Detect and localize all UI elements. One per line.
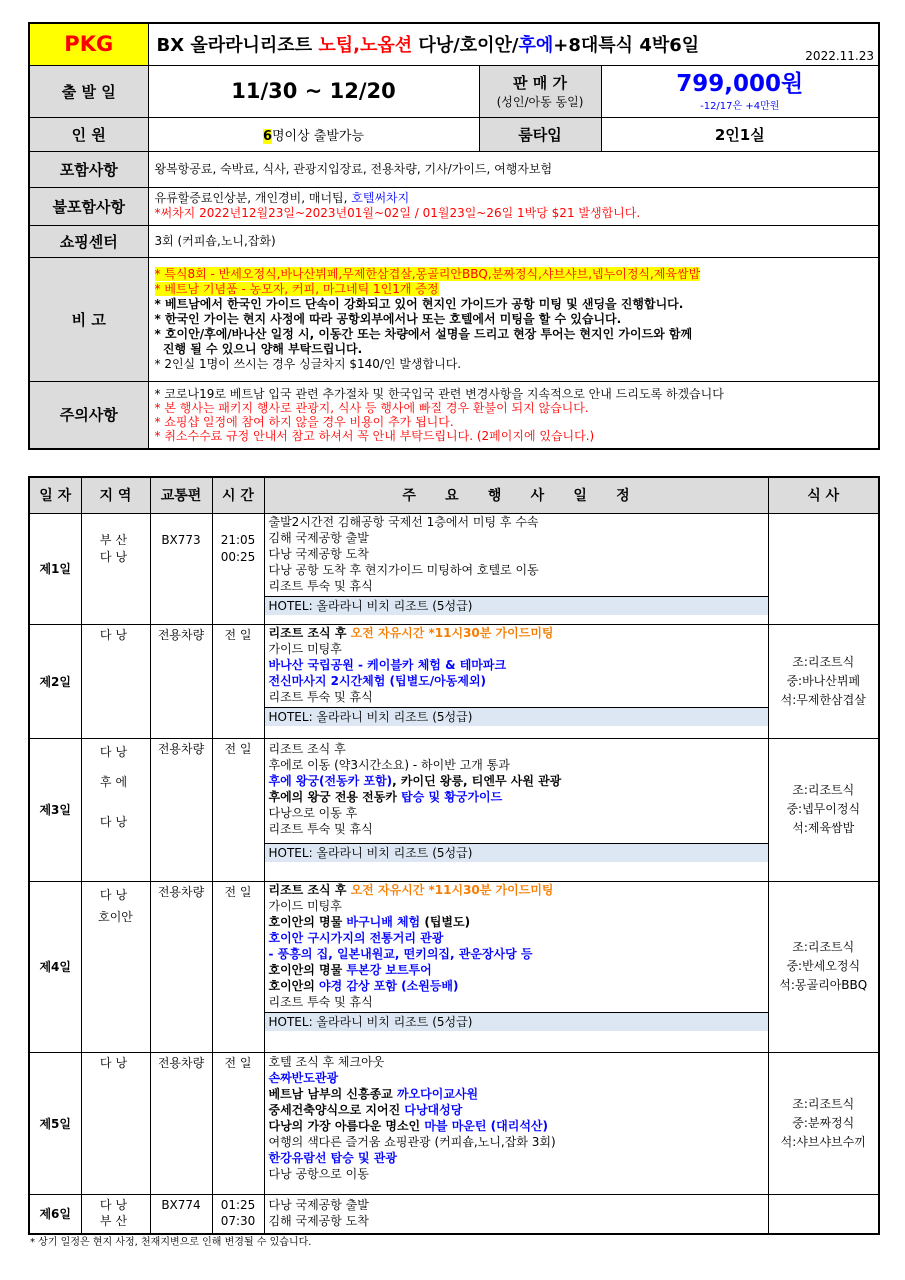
title-part: 다낭/호이안/: [412, 35, 519, 57]
price-cell: [601, 65, 879, 117]
activity-line: [265, 625, 768, 641]
activity-text: 베트남 남부의 신흥종교: [268, 1086, 397, 1101]
exclude-label: 불포함사항: [29, 187, 148, 225]
meal-cell: [768, 738, 879, 881]
caution-line: * 쇼핑샵 일정에 참여 하지 않을 경우 비용이 추가 됩니다.: [154, 414, 454, 429]
activity-line: 리조트 투숙 및 휴식: [268, 821, 373, 836]
activity-line: [265, 914, 768, 930]
activity-line: [265, 1118, 768, 1134]
region: 호이안: [98, 909, 133, 924]
meal-lunch: 중:분짜정식: [792, 1115, 855, 1130]
header-activities: 주 요 행 사 일 정: [264, 477, 768, 513]
region: 다낭: [99, 627, 132, 642]
include-label: 포함사항: [29, 151, 148, 187]
caution-line: * 코로나19로 베트남 입국 관련 추가절차 및 한국입국 관련 변경사항을 지속적으로 안내 드리도록 하겠습니다: [154, 386, 724, 401]
activity-cell: [264, 513, 768, 624]
meal-lunch: 중:바나산뷔페: [786, 673, 861, 688]
departure-dates: 11/30 ~ 12/20: [148, 65, 479, 117]
exclude-surcharge: 호텔써차지: [351, 191, 410, 205]
day-label: 제6일: [29, 1194, 81, 1234]
time: 21:05: [220, 532, 256, 547]
region: 부산: [99, 532, 132, 547]
activity-line: 리조트 투숙 및 휴식: [268, 994, 373, 1009]
time-cell: 전 일: [212, 1052, 264, 1194]
activity-line: [265, 882, 768, 898]
activity-line: 가이드 미팅후: [268, 641, 342, 656]
region-cell: [81, 738, 150, 881]
transport-cell: 전용차량: [150, 738, 212, 881]
hue-palace: 후에 왕궁(전동카 포함): [268, 773, 393, 788]
meal-dinner: 석:몽골리아BBQ: [779, 978, 868, 992]
header-region: 지 역: [81, 477, 150, 513]
title-part: +8대특식 4박6일: [553, 35, 700, 57]
activity-line: 다낭 국제공항 도착: [268, 546, 369, 561]
meal-dinner: 석:샤브샤브수끼: [780, 1134, 866, 1149]
time-cell: [212, 513, 264, 624]
table-row: [29, 624, 879, 738]
palace-guide: 탑승 및 황궁가이드: [401, 789, 503, 804]
region-cell: [81, 881, 150, 1052]
activity-cell: [264, 1194, 768, 1234]
region-cell: [81, 1194, 150, 1234]
activity-line: 김해 국제공항 도착: [268, 1213, 369, 1228]
caution-line: * 취소수수료 규정 안내서 참고 하셔서 꼭 안내 부탁드립니다. (2페이지에 있습니다.): [154, 428, 595, 443]
meal-cell: [768, 1052, 879, 1194]
remark-single-charge: * 2인실 1명이 쓰시는 경우 싱글차지 $140/인 발생합니다.: [154, 356, 462, 371]
activity-line: [265, 773, 768, 789]
meal-lunch: 중:반세오정식: [786, 959, 861, 973]
activity-line: 리조트 투숙 및 휴식: [268, 689, 373, 704]
package-info-table: [28, 22, 880, 450]
remark-line: 진행 될 수 있으니 양해 부탁드립니다.: [154, 341, 363, 356]
region-cell: [81, 624, 150, 738]
title-hue: 후에: [518, 35, 554, 57]
danang-cathedral: 다낭대성당: [404, 1102, 463, 1117]
table-row: [29, 738, 879, 881]
remark-special-meals: * 특식8회 - 반세오정식,바나산뷔페,무제한삼겹살,몽골리안BBQ,분짜정식,샤브샤브,넵누이정식,제육쌈밥: [154, 266, 701, 281]
time-cell: 전 일: [212, 624, 264, 738]
header-meals: 식 사: [768, 477, 879, 513]
caution-line: * 본 행사는 패키지 행사로 관광지, 식사 등 행사에 빠질 경우 환불이 되지 않습니다.: [154, 400, 589, 415]
surcharge-note: *써차지 2022년12월23일~2023년01월~02일 / 01월23일~26일 1박당 $21 발생합니다.: [154, 206, 641, 220]
activity-line: [265, 978, 768, 994]
region: 다낭: [99, 887, 132, 902]
time: 00:25: [220, 549, 256, 564]
region-cell: [81, 1052, 150, 1194]
exclude-text: 유류할증료인상분, 개인경비, 매너팁,: [154, 191, 352, 205]
hotel-line: HOTEL: 올라라니 비치 리조트 (5성급): [265, 707, 768, 726]
caution-label: 주의사항: [29, 381, 148, 449]
free-time-note: 오전 자유시간 *11시30분 가이드미팅: [350, 882, 554, 897]
activity-line: 다낭 공항 도착 후 현지가이드 미팅하여 호텔로 이동: [268, 562, 539, 577]
issue-date: 2022.11.23: [805, 48, 875, 63]
activity-line: 한강유람선 탑승 및 관광: [268, 1150, 397, 1165]
meal-breakfast: 조:리조트식: [792, 654, 855, 669]
hotel-line: HOTEL: 올라라니 비치 리조트 (5성급): [265, 1012, 768, 1031]
time-cell: [212, 1194, 264, 1234]
table-row: [29, 1052, 879, 1194]
activity-cell: [264, 881, 768, 1052]
remark-label: 비 고: [29, 257, 148, 381]
day-label: 제4일: [29, 881, 81, 1052]
region: 다낭: [99, 1197, 132, 1212]
region: 다낭: [99, 814, 132, 829]
activity-line: 바나산 국립공원 - 케이블카 체험 & 테마파크: [268, 657, 507, 672]
transport-cell: BX773: [150, 513, 212, 624]
activity-cell: [264, 624, 768, 738]
activity-text: 후에의 왕궁 전용 전동카: [268, 789, 402, 804]
meal-lunch: 중:넵무이정식: [786, 802, 861, 816]
transport-cell: 전용차량: [150, 1052, 212, 1194]
shopping-value: 3회 (커피숍,노니,잡화): [148, 225, 879, 257]
activity-text: 호이안의: [268, 978, 320, 993]
header-time: 시 간: [212, 477, 264, 513]
meal-cell: [768, 1194, 879, 1234]
caution-value: [148, 381, 879, 449]
activity-text: 호이안의 명물: [268, 962, 347, 977]
region: 다낭: [99, 744, 132, 759]
activity-line: [265, 1086, 768, 1102]
region: 후에: [99, 774, 132, 789]
meal-dinner: 석:무제한삼겹살: [780, 692, 866, 707]
activity-text: 중세건축양식으로 지어진: [268, 1102, 405, 1117]
price-head: 판 매 가: [513, 74, 567, 92]
activity-line: 가이드 미팅후: [268, 898, 342, 913]
activity-line: 호이안 구시가지의 전통거리 관광: [268, 930, 444, 945]
room-label: 룸타입: [479, 117, 601, 151]
itinerary-table: [28, 476, 880, 1235]
departure-label: 출 발 일: [29, 65, 148, 117]
region: 부산: [99, 1213, 132, 1228]
table-row: [29, 513, 879, 624]
day-label: 제3일: [29, 738, 81, 881]
remark-souvenir: * 베트남 기념품 - 농모자, 커피, 마그네틱 1인1개 증정: [154, 281, 439, 296]
meal-breakfast: 조:리조트식: [792, 940, 855, 954]
activity-text: 호이안의 명물: [268, 914, 347, 929]
activity-text: 리조트 조식 후: [268, 882, 351, 897]
basket-boat: 바구니배 체험: [346, 914, 421, 929]
price-sub: (성인/아동 동일): [496, 95, 584, 109]
activity-line: 여행의 색다른 즐거움 쇼핑관광 (커피숍,노니,잡화 3회): [268, 1134, 556, 1149]
day-label: 제5일: [29, 1052, 81, 1194]
remark-line: * 한국인 가이는 현지 사정에 따라 공항외부에서나 또는 호텔에서 미팅을 할 수 있습니다.: [154, 311, 622, 326]
activity-line: 다낭 국제공항 출발: [268, 1197, 369, 1212]
remark-line: * 베트남에서 한국인 가이드 단속이 강화되고 있어 현지인 가이드가 공항 미팅 및 샌딩을 진행합니다.: [154, 296, 684, 311]
time: 01:25: [220, 1197, 256, 1212]
header-day: 일 자: [29, 477, 81, 513]
transport-cell: BX774: [150, 1194, 212, 1234]
title-part: BX 올라라니리조트: [156, 35, 319, 57]
meal-cell: [768, 881, 879, 1052]
boat-tour: 투본강 보트투어: [346, 962, 432, 977]
activity-text: 리조트 조식 후: [268, 625, 351, 640]
activity-line: 리조트 조식 후: [268, 741, 346, 756]
time: 07:30: [220, 1213, 256, 1228]
free-time-note: 오전 자유시간 *11시30분 가이드미팅: [350, 625, 554, 640]
activity-line: 리조트 투숙 및 휴식: [268, 578, 373, 593]
activity-line: 김해 국제공항 출발: [268, 530, 369, 545]
transport-cell: 전용차량: [150, 881, 212, 1052]
meal-breakfast: 조:리조트식: [792, 783, 855, 797]
activity-line: [265, 789, 768, 805]
hotel-line: HOTEL: 올라라니 비치 리조트 (5성급): [265, 843, 768, 862]
price-label: [479, 65, 601, 117]
time-cell: 전 일: [212, 738, 264, 881]
activity-text: (팁별도): [420, 914, 471, 929]
meal-dinner: 석:제육쌈밥: [792, 821, 855, 835]
people-text: 명이상 출발가능: [272, 128, 365, 144]
activity-cell: [264, 738, 768, 881]
activity-line: 다낭 공항으로 이동: [268, 1166, 369, 1181]
pkg-label: PKG: [29, 23, 148, 65]
package-title: [148, 23, 879, 65]
meal-cell: [768, 624, 879, 738]
people-value: [148, 117, 479, 151]
price-value: 799,000원: [676, 70, 804, 97]
region: 다낭: [99, 549, 132, 564]
activity-text: 다낭의 가장 아름다운 명소인: [268, 1118, 425, 1133]
activity-line: - 풍흥의 집, 일본내원교, 떤키의집, 관운장사당 등: [268, 946, 533, 961]
activity-text: , 카이딘 왕릉, 티엔무 사원 관광: [392, 773, 562, 788]
activity-line: 다낭으로 이동 후: [268, 805, 358, 820]
day-label: 제2일: [29, 624, 81, 738]
table-row: [29, 881, 879, 1052]
activity-line: [265, 962, 768, 978]
shopping-label: 쇼핑센터: [29, 225, 148, 257]
meal-breakfast: 조:리조트식: [792, 1096, 855, 1111]
cao-dai-temple: 까오다이교사원: [396, 1086, 479, 1101]
day-label: 제1일: [29, 513, 81, 624]
activity-line: 호텔 조식 후 체크아웃: [268, 1054, 385, 1069]
remark-line: * 호이안/후에/바나산 일정 시, 이동간 또는 차량에서 설명을 드리고 현장 투어는 현지인 가이드와 함께: [154, 326, 693, 341]
exclude-value: [148, 187, 879, 225]
time-cell: 전 일: [212, 881, 264, 1052]
room-value: 2인1실: [601, 117, 879, 151]
people-label: 인 원: [29, 117, 148, 151]
people-num: 6: [262, 128, 272, 144]
title-no-tip: 노팁,노옵션: [318, 35, 413, 57]
footer-note: * 상기 일정은 현지 사정, 천재지변으로 인해 변경될 수 있습니다.: [30, 1237, 312, 1248]
region-cell: [81, 513, 150, 624]
activity-line: 전신마사지 2시간체험 (팁별도/아동제외): [268, 673, 487, 688]
activity-line: 후에로 이동 (약3시간소요) - 하이반 고개 통과: [268, 757, 510, 772]
header-transport: 교통편: [150, 477, 212, 513]
activity-line: 손짜반도관광: [268, 1070, 339, 1085]
activity-line: 출발2시간전 김해공항 국제선 1층에서 미팅 후 수속: [268, 514, 539, 529]
activity-line: [265, 1102, 768, 1118]
transport-cell: 전용차량: [150, 624, 212, 738]
meal-cell: [768, 513, 879, 624]
marble-mountain: 마블 마운틴 (대리석산): [424, 1118, 548, 1133]
night-view: 야경 감상 포함 (소원등배): [319, 978, 459, 993]
table-row: [29, 1194, 879, 1234]
price-note: -12/17은 +4만원: [700, 100, 780, 112]
include-value: 왕복항공료, 숙박료, 식사, 관광지입장료, 전용차량, 기사/가이드, 여행자보험: [148, 151, 879, 187]
activity-cell: [264, 1052, 768, 1194]
hotel-line: HOTEL: 올라라니 비치 리조트 (5성급): [265, 596, 768, 615]
region: 다낭: [99, 1055, 132, 1070]
remark-value: [148, 257, 879, 381]
